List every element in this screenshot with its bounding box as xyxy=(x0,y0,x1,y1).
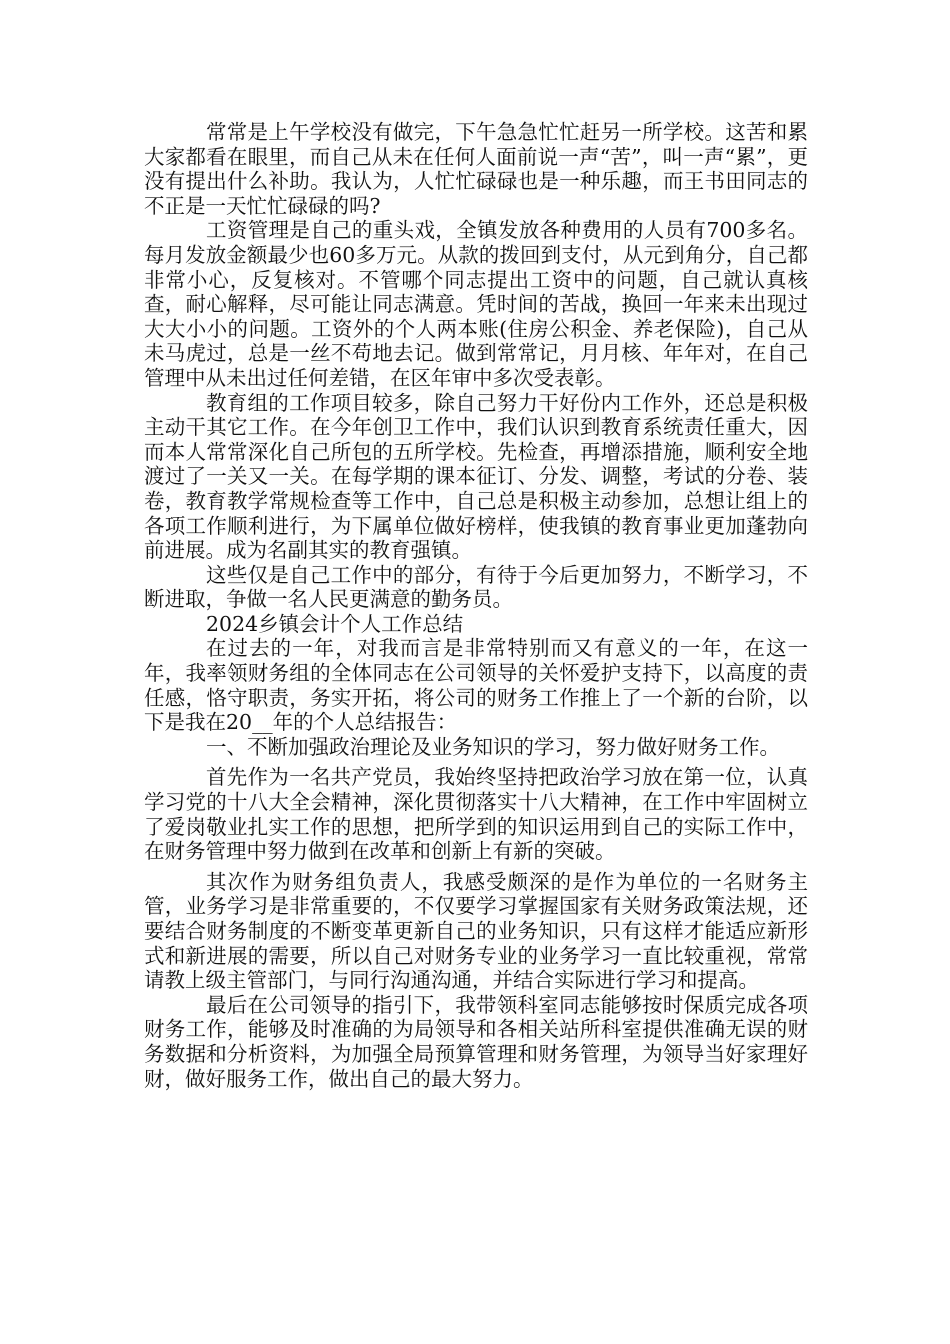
paragraph: 教育组的工作项目较多，除自己努力干好份内工作外，还总是积极主动干其它工作。在今年创卫工作中，我们认识到教育系统责任重大，因而本人常常深化自己所包的五所学校。先检查，再增添措施，顺利安全地渡过了一关又一关。在每学期的课本征订、分发、调整，考试的分卷、装卷，教育教学常规检查等工作中，自己总是积极主动参加，总想让组上的各项工作顺利进行，为下属单位做好榜样，使我镇的教育事业更加蓬勃向前进展。成为名副其实的教育强镇。 xyxy=(144,390,808,563)
paragraph: 其次作为财务组负责人，我感受颇深的是作为单位的一名财务主管，业务学习是非常重要的，不仅要学习掌握国家有关财务政策法规，还要结合财务制度的不断变革更新自己的业务知识，只有这样才能适应新形式和新进展的需要，所以自己对财务专业的业务学习一直比较重视，常常请教上级主管部门，与同行沟通沟通，并结合实际进行学习和提高。 xyxy=(144,869,808,993)
section-title: 2024乡镇会计个人工作总结 xyxy=(206,611,464,636)
paragraph: 工资管理是自己的重头戏，全镇发放各种费用的人员有700多名。每月发放金额最少也60多万元。从款的拨回到支付，从元到角分，自己都非常小心，反复核对。不管哪个同志提出工资中的问题，自己就认真核查，耐心解释，尽可能让同志满意。凭时间的苦战，换回一年来未出现过大大小小的问题。工资外的个人两本账(住房公积金、养老保险)，自己从未马虎过，总是一丝不苟地去记。做到常常记，月月核、年年对，在自己管理中从未出过任何差错，在区年审中多次受表彰。 xyxy=(144,218,808,390)
document-body xyxy=(144,120,808,1091)
paragraph: 这些仅是自己工作中的部分，有待于今后更加努力，不断学习，不断进取，争做一名人民更满意的勤务员。 xyxy=(144,562,808,612)
paragraph: 常常是上午学校没有做完，下午急急忙忙赶另一所学校。这苦和累大家都看在眼里，而自己从未在任何人面前说一声“苦”，叫一声“累”，更没有提出什么补助。我认为，人忙忙碌碌也是一种乐趣，而王书田同志的不正是一天忙忙碌碌的吗? xyxy=(144,120,808,218)
paragraph: 在过去的一年，对我而言是非常特别而又有意义的一年，在这一年，我率领财务组的全体同志在公司领导的关怀爱护支持下，以高度的责任感，恪守职责，务实开拓，将公司的财务工作推上了一个新的台阶，以下是我在20__年的个人总结报告： xyxy=(144,636,808,735)
paragraph: 首先作为一名共产党员，我始终坚持把政治学习放在第一位，认真学习党的十八大全会精神，深化贯彻落实十八大精神，在工作中牢固树立了爱岗敬业扎实工作的思想，把所学到的知识运用到自己的实际工作中，在财务管理中努力做到在改革和创新上有新的突破。 xyxy=(144,765,808,864)
section-heading: 一、不断加强政治理论及业务知识的学习，努力做好财务工作。 xyxy=(206,734,780,759)
paragraph: 最后在公司领导的指引下，我带领科室同志能够按时保质完成各项财务工作，能够及时准确的为局领导和各相关站所科室提供准确无误的财务数据和分析资料，为加强全局预算管理和财务管理，为领导当好家理好财，做好服务工作，做出自己的最大努力。 xyxy=(144,992,808,1091)
